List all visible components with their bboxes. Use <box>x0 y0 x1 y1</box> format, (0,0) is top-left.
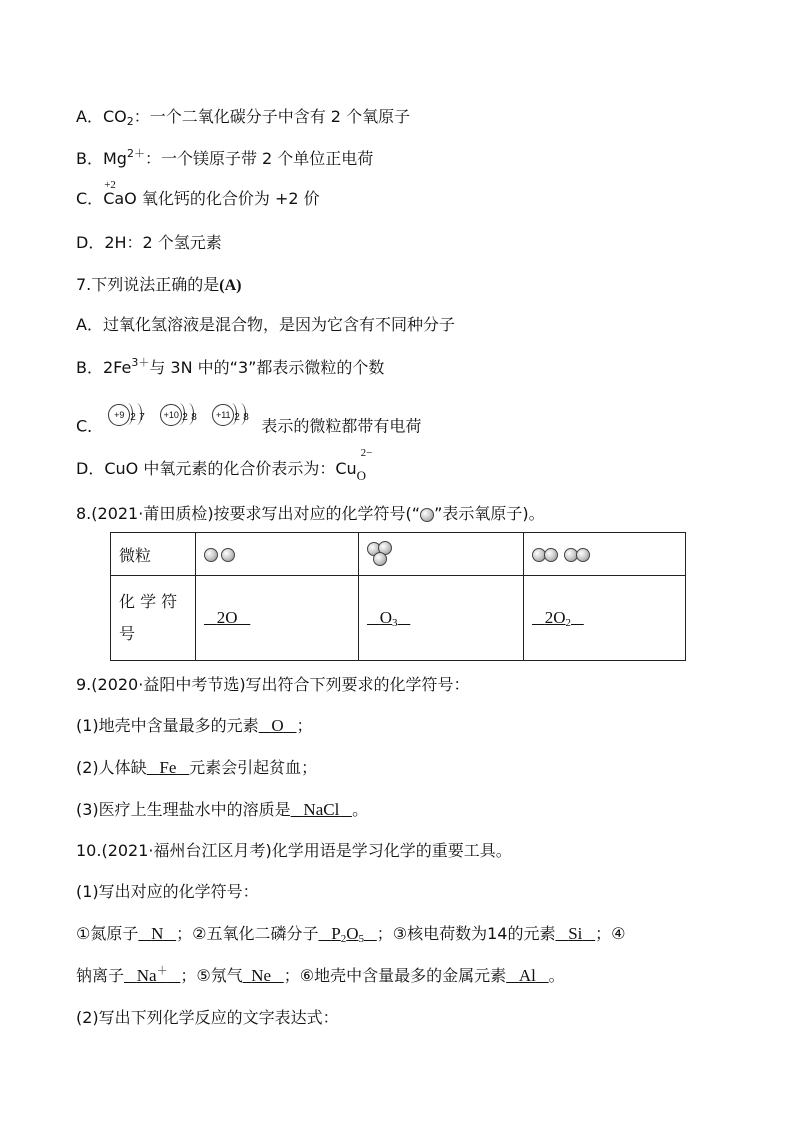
q7-option-a: A．过氧化氢溶液是混合物，是因为它含有不同种分子 <box>76 315 455 334</box>
atom-nucleus: +10 <box>160 404 182 426</box>
answer-o3: $O_3$ <box>379 608 398 629</box>
valence-notation: +2 Ca <box>103 179 125 208</box>
q7-stem: 7.下列说法正确的是(A) <box>76 275 242 294</box>
q6-a-formula: A．CO <box>76 107 127 126</box>
q9-stem: 9.(2020·益阳中考节选)写出符合下列要求的化学符号： <box>76 675 470 694</box>
q10-answers-line-1: ①氮原子 N ；②五氧化二磷分子 $P_2O_5$ ；③核电荷数为14的元素 Si ；④ <box>76 924 626 945</box>
answer-cell-2 <box>359 576 524 661</box>
q9-item-1: (1)地壳中含量最多的元素 O ； <box>76 716 313 735</box>
answer-cell-3 <box>524 576 686 661</box>
q7-option-c: C． +9 2 7 +10 2 8 +11 2 8 表示的微粒都带有电荷 <box>76 413 421 443</box>
atom-structure-diagrams <box>108 401 256 429</box>
electron-count: 2 <box>234 412 240 423</box>
electron-count: 2 <box>182 412 188 423</box>
electron-count: 8 <box>243 412 249 423</box>
q6-option-b: B．$Mg^{2+}$：一个镁原子带 2 个单位正电荷 <box>76 147 374 168</box>
atom-nucleus: +11 <box>212 404 234 426</box>
symbol-table <box>110 532 686 661</box>
valence-notation-o: 2− $_O$ <box>356 447 373 483</box>
two-oxygen-atoms-icon <box>204 541 238 567</box>
q7-answer: (A) <box>219 277 242 294</box>
electron-count: 2 <box>130 412 136 423</box>
particle-cell-3 <box>524 533 686 576</box>
q7-option-b: B．$2Fe^{3+}$与 3N 中的“3”都表示微粒的个数 <box>76 356 385 377</box>
electron-count: 8 <box>191 412 197 423</box>
two-oxygen-molecules-icon <box>532 541 596 567</box>
answer-cell-1 <box>196 576 359 661</box>
q10-part-2: (2)写出下列化学反应的文字表达式： <box>76 1008 339 1027</box>
q8-stem: 8.(2021·莆田质检)按要求写出对应的化学符号(“ ”表示氧原子)。 <box>76 504 545 523</box>
q9-item-2: (2)人体缺 Fe 元素会引起贫血； <box>76 758 318 777</box>
q6-option-a: A．$CO_2$：一个二氧化碳分子中含有 2 个氧原子 <box>76 107 411 128</box>
q10-part-1: (1)写出对应的化学符号： <box>76 882 259 901</box>
atom-nucleus: +9 <box>108 404 130 426</box>
q6-option-c: C． +2 CaO 氧化钙的化合价为 +2 价 <box>76 179 320 208</box>
ozone-molecule-icon <box>367 541 397 567</box>
table-row-label: 化 学 符 号 <box>111 576 196 661</box>
q10-answers-line-2: 钠离子 Na＋ ；⑤氖气 Ne ；⑥地壳中含量最多的金属元素 Al 。 <box>76 965 565 985</box>
particle-cell-2 <box>359 533 524 576</box>
particle-cell-1 <box>196 533 359 576</box>
q10-stem: 10.(2021·福州台江区月考)化学用语是学习化学的重要工具。 <box>76 841 512 860</box>
q9-item-3: (3)医疗上生理盐水中的溶质是 NaCl 。 <box>76 800 369 819</box>
q7-option-d: D．CuO 中氧元素的化合价表示为：Cu 2− $_O$ <box>76 458 366 487</box>
q6-option-d: D．2H：2 个氢元素 <box>76 233 222 252</box>
answer-2o2: $2O_2$ <box>544 608 572 629</box>
answer-2o: 2O <box>216 608 238 627</box>
table-header-label: 微粒 <box>111 533 196 576</box>
oxygen-atom-icon <box>420 508 434 522</box>
electron-count: 7 <box>139 412 145 423</box>
